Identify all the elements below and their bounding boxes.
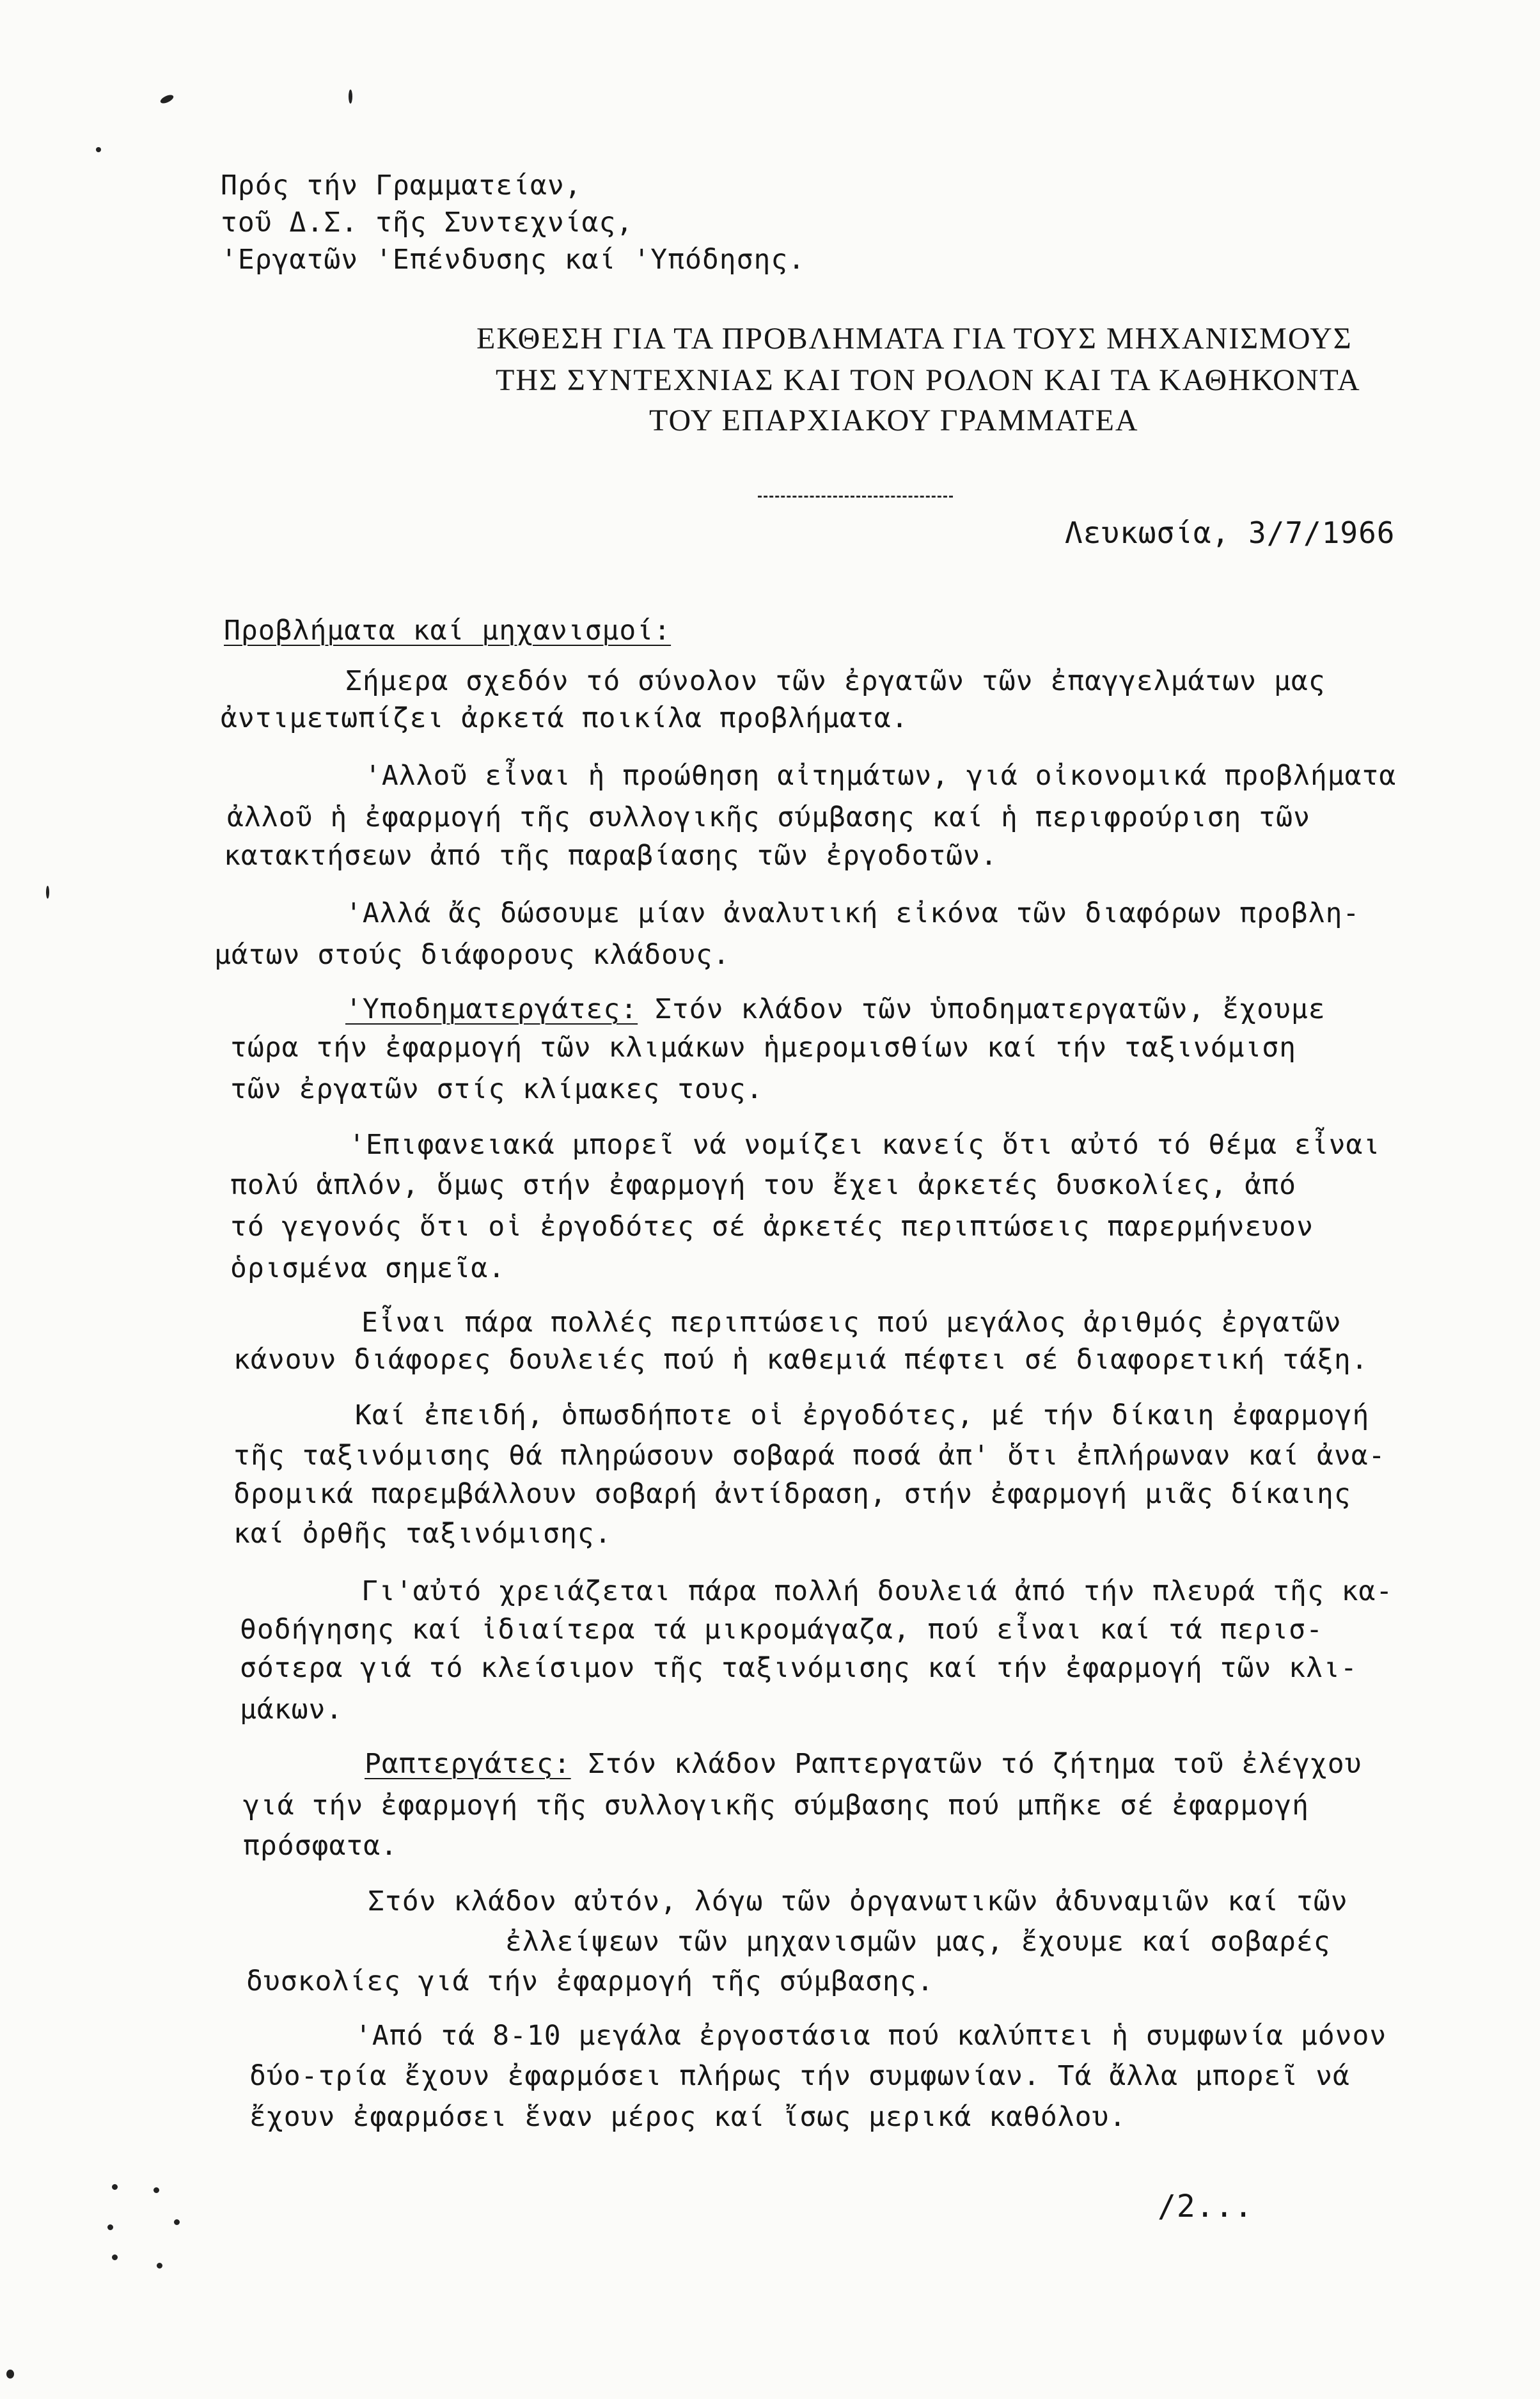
address-line-3: 'Εργατῶν 'Επένδυσης καί 'Υπόδησης. xyxy=(221,244,806,276)
paragraph-line: Σήμερα σχεδόν τό σύνολον τῶν ἐργατῶν τῶν ἐπαγγελμάτων μας xyxy=(345,665,1326,697)
address-line-2: τοῦ Δ.Σ. τῆς Συντεχνίας, xyxy=(221,207,634,239)
ink-speck xyxy=(159,93,175,105)
paragraph-line: ἀντιμετωπίζει ἀρκετά ποικίλα προβλήματα. xyxy=(221,702,909,734)
ink-speck xyxy=(107,2224,113,2230)
ink-speck xyxy=(112,2254,118,2260)
report-title-line-1: ΕΚΘΕΣΗ ΓΙΑ ΤΑ ΠΡΟΒΛΗΜΑΤΑ ΓΙΑ ΤΟΥΣ ΜΗΧΑΝΙΣΜΟΥΣ xyxy=(476,322,1353,356)
ink-speck xyxy=(349,90,352,104)
ink-speck xyxy=(153,2187,159,2193)
paragraph-line: ἀλλοῦ ἡ ἐφαρμογή τῆς συλλογικῆς σύμβασης καί ἡ περιφρούριση τῶν xyxy=(227,801,1310,833)
paragraph-line: Καί ἐπειδή, ὁπωσδήποτε οἱ ἐργοδότες, μέ τήν δίκαιη ἐφαρμογή xyxy=(355,1399,1370,1431)
paragraph-line: δυσκολίες γιά τήν ἐφαρμογή τῆς σύμβασης. xyxy=(246,1965,934,1997)
ink-speck xyxy=(112,2184,118,2190)
paragraph-line: Εἶναι πάρα πολλές περιπτώσεις πού μεγάλος ἀριθμός ἐργατῶν xyxy=(361,1307,1342,1339)
paragraph-line: τῆς ταξινόμισης θά πληρώσουν σοβαρά ποσά ἀπ' ὅτι ἐπλήρωναν καί ἀνα- xyxy=(233,1440,1386,1472)
paragraph-line: τώρα τήν ἐφαρμογή τῶν κλιμάκων ἡμερομισθίων καί τήν ταξινόμιση xyxy=(230,1032,1297,1064)
ink-speck xyxy=(157,2263,162,2269)
paragraph-line: 'Αλλά ἄς δώσουμε μίαν ἀναλυτική εἰκόνα τῶν διαφόρων προβλη- xyxy=(345,897,1360,929)
report-title-line-3: ΤΟΥ ΕΠΑΡΧΙΑΚΟΥ ΓΡΑΜΜΑΤΕΑ xyxy=(649,404,1139,437)
page-continuation-marker: /2... xyxy=(1158,2189,1253,2224)
paragraph-line: μάκων. xyxy=(240,1694,343,1726)
report-title-line-2: ΤΗΣ ΣΥΝΤΕΧΝΙΑΣ ΚΑΙ ΤΟΝ ΡΟΛΟΝ ΚΑΙ ΤΑ ΚΑΘΗΚΟΝΤΑ xyxy=(496,363,1361,397)
paragraph-line xyxy=(345,991,1326,1027)
paragraph-line: μάτων στούς διάφορους κλάδους. xyxy=(214,939,730,971)
paragraph-line: κατακτήσεων ἀπό τῆς παραβίασης τῶν ἐργοδοτῶν. xyxy=(224,840,998,872)
paragraph-line: θοδήγησης καί ἰδιαίτερα τά μικρομάγαζα, πού εἶναι καί τά περισ- xyxy=(240,1614,1323,1646)
paragraph-line: Γι'αὐτό χρειάζεται πάρα πολλή δουλειά ἀπό τήν πλευρά τῆς κα- xyxy=(361,1575,1394,1607)
paragraph-line: κάνουν διάφορες δουλειές πού ἡ καθεμιά πέφτει σέ διαφορετική τάξη. xyxy=(233,1344,1369,1376)
paragraph-line: γιά τήν ἐφαρμογή τῆς συλλογικῆς σύμβασης πού μπῆκε σέ ἐφαρμογή xyxy=(243,1789,1310,1821)
paragraph-line: πολύ ἁπλόν, ὅμως στήν ἐφαρμογή του ἔχει ἀρκετές δυσκολίες, ἀπό xyxy=(230,1169,1297,1201)
paragraph-line: Στόν κλάδον αὐτόν, λόγω τῶν ὀργανωτικῶν ἀδυναμιῶν καί τῶν xyxy=(368,1885,1348,1917)
category-label-shoemakers: 'Υποδηματεργάτες: xyxy=(345,993,638,1025)
ink-speck xyxy=(6,2370,14,2379)
paragraph-line-text: Στόν κλάδον τῶν ὑποδηματεργατῶν, ἔχουμε xyxy=(638,993,1326,1025)
ink-speck xyxy=(96,147,101,152)
paragraph-line: τῶν ἐργατῶν στίς κλίμακες τους. xyxy=(230,1073,764,1105)
paragraph-line: 'Από τά 8-10 μεγάλα ἐργοστάσια πού καλύπτει ἡ συμφωνία μόνον xyxy=(355,2020,1387,2052)
date-line: Λευκωσία, 3/7/1966 xyxy=(1065,515,1395,550)
paragraph-line: ὁρισμένα σημεῖα. xyxy=(230,1252,506,1284)
paragraph-line: δύο-τρία ἔχουν ἐφαρμόσει πλήρως τήν συμφωνίαν. Τά ἄλλα μπορεῖ νά xyxy=(249,2060,1350,2092)
paragraph-line-text: Στόν κλάδον Ραπτεργατῶν τό ζήτημα τοῦ ἐλέγχου xyxy=(570,1748,1362,1780)
section-heading: Προβλήματα καί μηχανισμοί: xyxy=(224,615,672,647)
paragraph-line xyxy=(365,1746,1362,1782)
paragraph-line: σότερα γιά τό κλείσιμον τῆς ταξινόμισης καί τήν ἐφαρμογή τῶν κλι- xyxy=(240,1652,1358,1684)
address-line-1: Πρός τήν Γραμματείαν, xyxy=(221,169,582,201)
paragraph-line: ἔχουν ἐφαρμόσει ἕναν μέρος καί ἴσως μερικά καθόλου. xyxy=(249,2101,1127,2133)
category-label-tailors: Ραπτεργάτες: xyxy=(365,1748,571,1780)
paragraph-line: πρόσφατα. xyxy=(243,1830,398,1862)
paragraph-line: καί ὀρθῆς ταξινόμισης. xyxy=(233,1518,612,1550)
ink-speck xyxy=(46,886,49,899)
paragraph-line: ἐλλείψεων τῶν μηχανισμῶν μας, ἔχουμε καί σοβαρές xyxy=(505,1926,1331,1958)
ink-speck xyxy=(174,2219,180,2225)
paragraph-line: δρομικά παρεμβάλλουν σοβαρή ἀντίδραση, στήν ἐφαρμογή μιᾶς δίκαιης xyxy=(233,1478,1351,1510)
title-underline-rule xyxy=(758,496,953,498)
paragraph-line: 'Επιφανειακά μπορεῖ νά νομίζει κανείς ὅτι αὐτό τό θέμα εἶναι xyxy=(349,1129,1381,1161)
paragraph-line: τό γεγονός ὅτι οἱ ἐργοδότες σέ ἀρκετές περιπτώσεις παρερμήνευον xyxy=(230,1211,1314,1243)
paragraph-line: 'Αλλοῦ εἶναι ἡ προώθηση αἰτημάτων, γιά οἰκονομικά προβλήματα xyxy=(365,760,1397,792)
